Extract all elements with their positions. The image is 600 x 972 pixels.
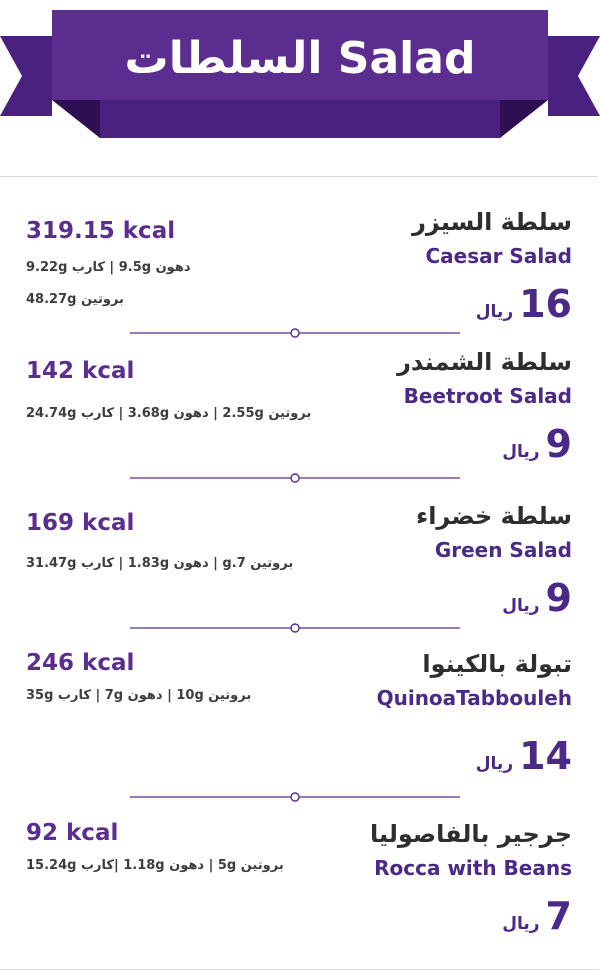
nutrition-info: بروتين 48.27g: [26, 292, 124, 307]
price-value: 7: [545, 894, 572, 938]
currency: ريال: [502, 914, 540, 934]
ribbon-lower-band: [100, 100, 500, 138]
price-value: 9: [545, 422, 572, 466]
item-price: [476, 282, 572, 326]
calories: 142 kcal: [26, 358, 135, 384]
calories: 319.15 kcal: [26, 218, 176, 244]
item-name-english: QuinoaTabbouleh: [376, 686, 572, 710]
nutrition-info: بروتين 2.55g | دهون 3.68g | كارب 24.74g: [26, 406, 312, 421]
price-value: 14: [519, 734, 572, 778]
nutrition-info: دهون 9.5g | كارب 9.22g: [26, 260, 191, 275]
item-name-english: Beetroot Salad: [403, 384, 572, 408]
item-name-arabic: سلطة خضراء: [415, 502, 572, 530]
item-name-arabic: سلطة الشمندر: [397, 348, 572, 376]
item-price: [502, 576, 572, 620]
divider: [130, 622, 460, 634]
item-name-english: Green Salad: [434, 538, 572, 562]
divider: [130, 791, 460, 803]
item-name-english: Caesar Salad: [425, 244, 572, 268]
page-title: السلطات Salad: [124, 33, 476, 84]
nutrition-info: بروتين 10g | دهون 7g | كارب 35g: [26, 688, 252, 703]
item-price: [476, 734, 572, 778]
item-name-arabic: تبولة بالكينوا: [422, 650, 572, 678]
price-value: 16: [519, 282, 572, 326]
ribbon-fold-left: [52, 100, 100, 138]
item-price: [502, 422, 572, 466]
calories: 169 kcal: [26, 510, 135, 536]
currency: ريال: [502, 596, 540, 616]
currency: ريال: [502, 442, 540, 462]
calories: 246 kcal: [26, 650, 135, 676]
divider: [130, 472, 460, 484]
price-value: 9: [545, 576, 572, 620]
item-name-english: Rocca with Beans: [374, 856, 572, 880]
currency: ريال: [475, 302, 514, 322]
item-name-arabic: سلطة السيزر: [412, 208, 572, 236]
calories: 92 kcal: [26, 820, 119, 846]
nutrition-info: بروتين 7.g | دهون 1.83g | كارب 31.47g: [26, 556, 294, 571]
item-name-arabic: جرجير بالفاصوليا: [370, 820, 572, 848]
divider: [130, 327, 460, 339]
ribbon-fold-right: [500, 100, 548, 138]
nutrition-info: بروتين 5g | دهون 1.18g |كارب 15.24g: [26, 858, 284, 873]
item-price: [502, 894, 572, 938]
currency: ريال: [475, 754, 514, 774]
